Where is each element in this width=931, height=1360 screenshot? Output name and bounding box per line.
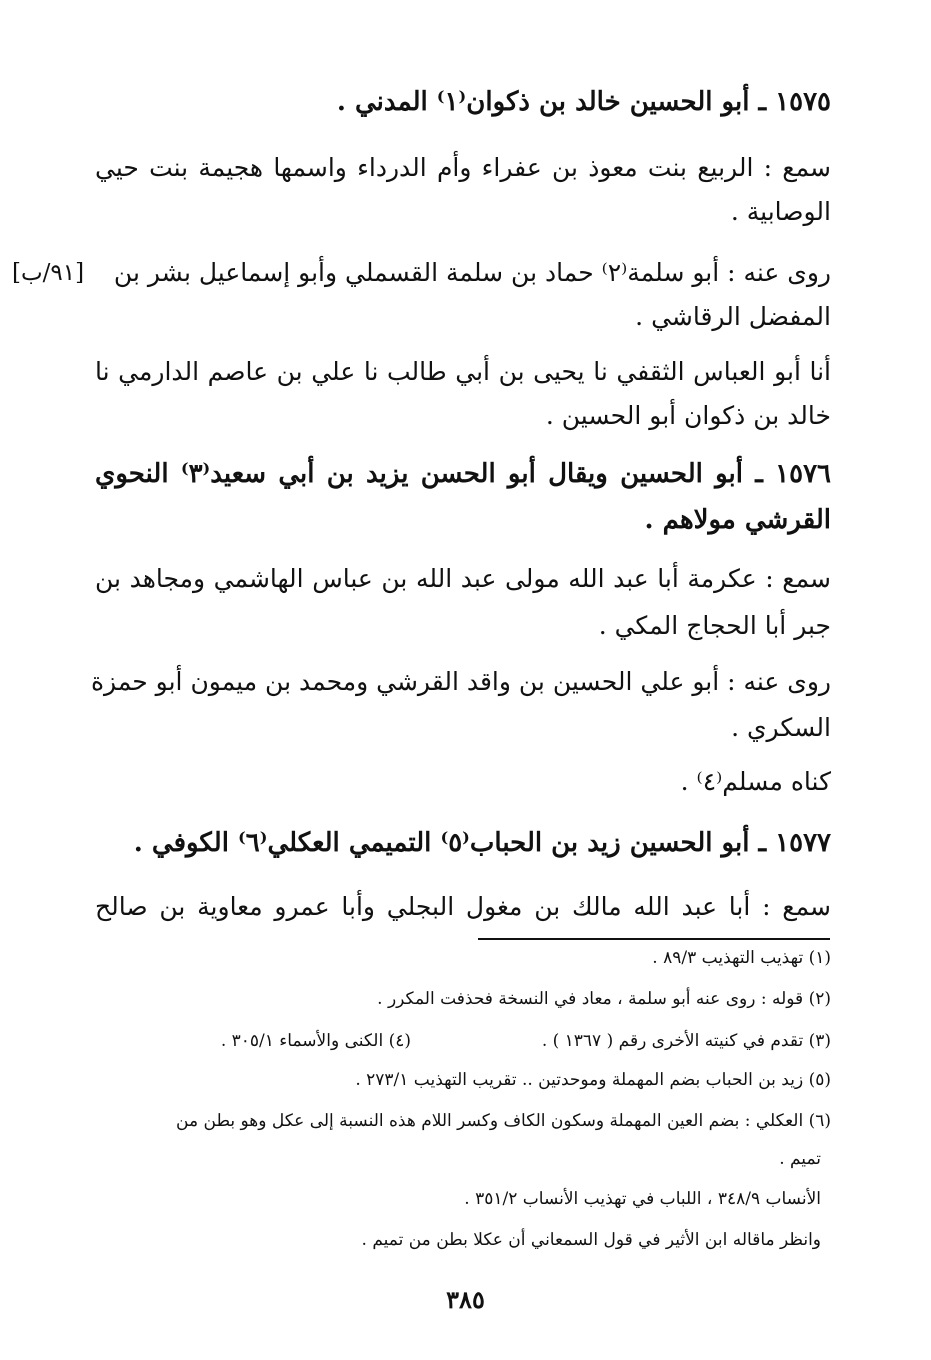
- entry-1575-narrators-line2: المفضل الرقاشي .: [635, 302, 831, 331]
- entry-1577-heading: ١٥٧٧ ـ أبو الحسين زيد بن الحباب⁽٥⁾ التميمي العكلي⁽٦⁾ الكوفي .: [133, 828, 831, 858]
- footnote-6-line4: وانظر ماقاله ابن الأثير في قول السمعاني أن عكلا بطن من تميم .: [361, 1230, 821, 1250]
- footnote-2: (٢) قوله : روى عنه أبو سلمة ، معاد في النسخة فحذفت المكرر .: [377, 989, 831, 1009]
- entry-1576-heard-line2: جبر أبا الحجاج المكي .: [598, 611, 831, 640]
- footnote-6-line3: الأنساب ٣٤٨/٩ ، اللباب في تهذيب الأنساب ٣٥١/٢ .: [464, 1189, 821, 1209]
- entry-1576-narrators-line1: روى عنه : أبو علي الحسين بن واقد القرشي ومحمد بن ميمون أبو حمزة: [90, 667, 831, 696]
- entry-1576-heading-line2: القرشي مولاهم .: [644, 505, 831, 535]
- entry-1576-kunya-note: كناه مسلم⁽٤⁾ .: [680, 767, 831, 796]
- footnote-6-line1: (٦) العكلي : بضم العين المهملة وسكون الكاف وكسر اللام هذه النسبة إلى عكل وهو بطن من: [176, 1111, 831, 1131]
- entry-1576-narrators-line2: السكري .: [731, 713, 831, 742]
- folio-margin-note: [٩١/ب]: [12, 260, 85, 286]
- footnote-5: (٥) زيد بن الحباب بضم المهملة وموحدتين .. تقريب التهذيب ٢٧٣/١ .: [355, 1070, 831, 1090]
- footnote-3: (٣) تقدم في كنيته الأخرى رقم ( ١٣٦٧ ) .: [541, 1031, 831, 1051]
- entry-1577-heard-line1: سمع : أبا عبد الله مالك بن مغول البجلي وأبا عمرو معاوية بن صالح: [95, 892, 831, 921]
- entry-1575-narrators-line1: روى عنه : أبو سلمة⁽٢⁾ حماد بن سلمة القسملي وأبو إسماعيل بشر بن: [113, 258, 831, 287]
- entry-1575-heard-line1: سمع : الربيع بنت معوذ بن عفراء وأم الدرداء واسمها هجيمة بنت حيي: [95, 153, 831, 182]
- footnote-1: (١) تهذيب التهذيب ٨٩/٣ .: [652, 948, 831, 968]
- entry-1575-heading: ١٥٧٥ ـ أبو الحسين خالد بن ذكوان⁽١⁾ المدني .: [336, 87, 831, 117]
- page-number: ٣٨٥: [446, 1285, 485, 1314]
- entry-1575-heard-line2: الوصابية .: [730, 197, 831, 226]
- entry-1576-heard-line1: سمع : عكرمة أبا عبد الله مولى عبد الله بن عباس الهاشمي ومجاهد بن: [95, 564, 831, 593]
- footnote-4: (٤) الكنى والأسماء ٣٠٥/١ .: [220, 1031, 411, 1051]
- entry-1576-heading-line1: ١٥٧٦ ـ أبو الحسين ويقال أبو الحسن يزيد بن أبي سعيد⁽٣⁾ النحوي: [95, 459, 831, 489]
- footnote-6-line2: تميم .: [779, 1149, 821, 1169]
- footnote-separator: [478, 938, 830, 940]
- entry-1575-chain-line1: أنا أبو العباس الثقفي نا يحيى بن أبي طالب نا علي بن عاصم الدارمي نا: [95, 357, 831, 386]
- entry-1575-chain-line2: خالد بن ذكوان أبو الحسين .: [545, 401, 831, 430]
